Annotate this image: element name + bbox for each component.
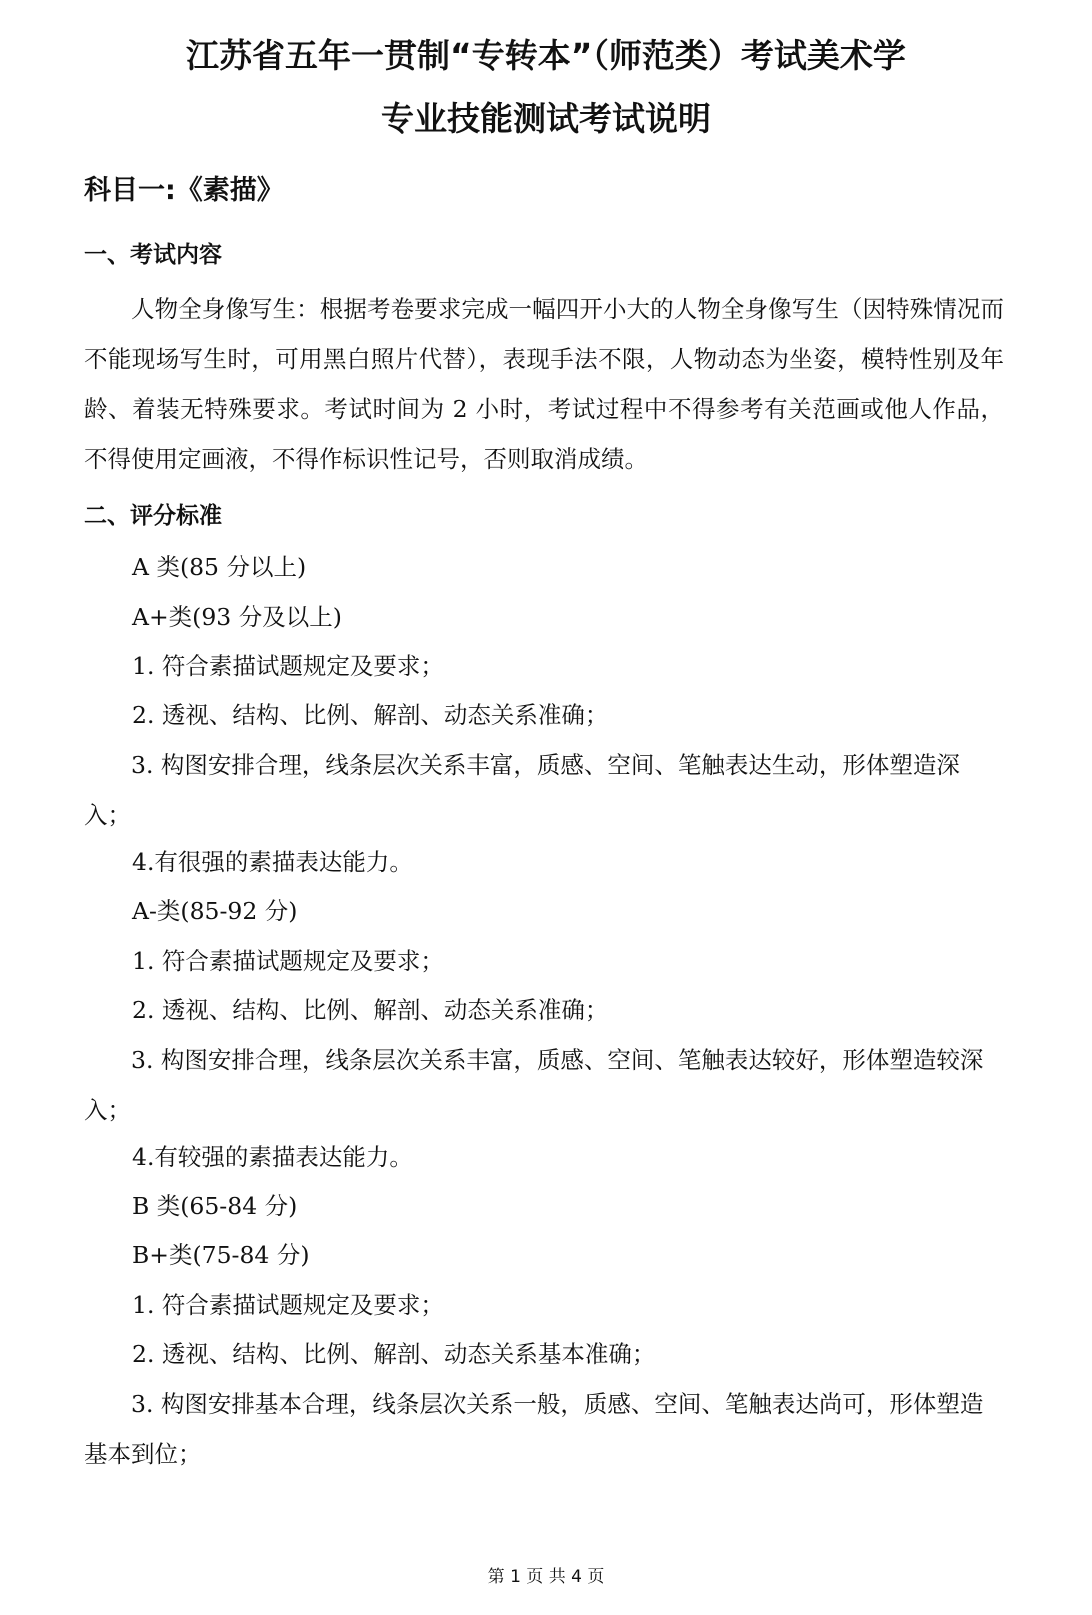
a-minus-item-4: 4.有较强的素描表达能力。 [132,1143,413,1171]
section-heading-scoring: 二、评分标准 [84,503,222,529]
a-plus-item-4: 4.有很强的素描表达能力。 [132,848,413,876]
a-plus-item-2: 2. 透视、结构、比例、解剖、动态关系准确； [132,701,609,729]
grade-a-class: A 类(85 分以上) [132,553,307,581]
document-title-line2: 专业技能测试考试说明 [381,99,711,138]
grade-a-minus-label: A-类(85-92 分) [132,897,298,925]
page-footer: 第 1 页 共 4 页 [487,1567,605,1587]
grade-b-plus-label: B+类(75-84 分) [132,1241,310,1269]
b-plus-item-2: 2. 透视、结构、比例、解剖、动态关系基本准确； [132,1340,656,1368]
a-minus-item-2: 2. 透视、结构、比例、解剖、动态关系准确； [132,996,609,1024]
section-heading-exam-content: 一、考试内容 [84,242,222,268]
b-plus-item-3: 3. 构图安排基本合理，线条层次关系一般，质感、空间、笔触表达尚可，形体塑造基本到位； [84,1390,984,1468]
document-title-line1: 江苏省五年一贯制“专转本”（师范类）考试美术学 [186,36,906,75]
b-plus-item-1: 1. 符合素描试题规定及要求； [132,1291,444,1319]
a-plus-item-1: 1. 符合素描试题规定及要求； [132,652,444,680]
grade-b-class: B 类(65-84 分) [132,1192,298,1220]
subject-heading: 科目一:《素描》 [84,175,284,206]
a-minus-item-1: 1. 符合素描试题规定及要求； [132,947,444,975]
a-plus-item-3: 3. 构图安排合理，线条层次关系丰富，质感、空间、笔触表达生动，形体塑造深入； [84,751,960,829]
grade-a-plus-label: A+类(93 分及以上) [132,603,342,631]
a-minus-item-3: 3. 构图安排合理，线条层次关系丰富，质感、空间、笔触表达较好，形体塑造较深入； [84,1046,984,1124]
exam-content-paragraph: 人物全身像写生：根据考卷要求完成一幅四开小大的人物全身像写生（因特殊情况而不能现场写生时，可用黑白照片代替），表现手法不限，人物动态为坐姿，模特性别及年龄、着装无特殊要求。考试时间为 2 小时，考试过程中不得参考有关范画或他人作品，不得使用定画液，不得作标识性记号，否则取消成绩。 [84,295,1004,473]
